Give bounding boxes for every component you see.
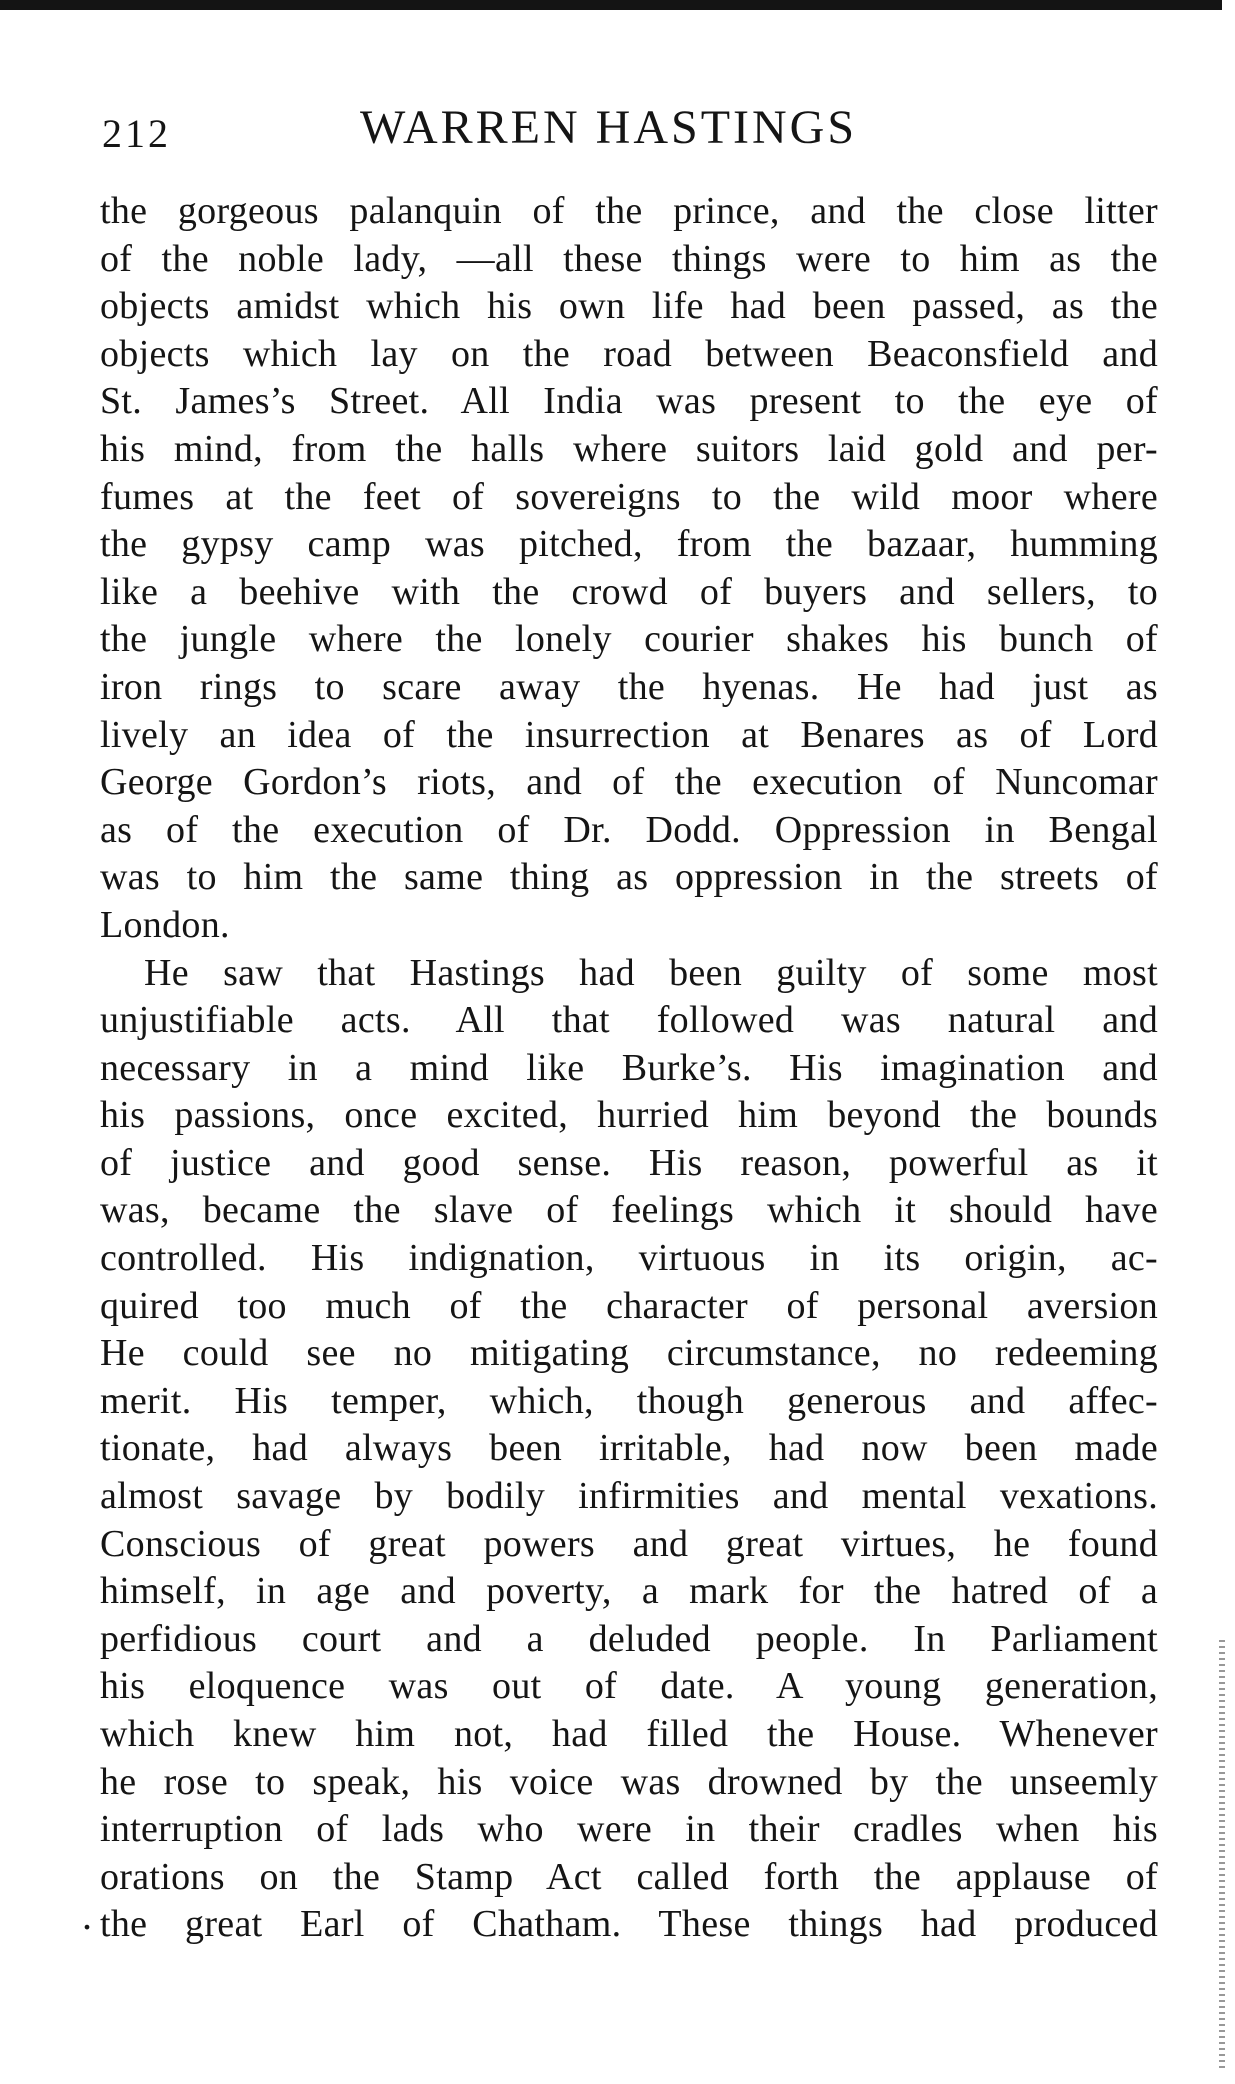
- text-line: his mind, from the halls where suitors laid gold and per-: [100, 427, 1158, 470]
- text-line: Conscious of great powers and great virtues, he found: [100, 1522, 1158, 1565]
- text-line: the great Earl of Chatham. These things had produced: [100, 1903, 1158, 1946]
- text-line: controlled. His indignation, virtuous in its origin, ac-: [100, 1237, 1158, 1280]
- text-line: his eloquence was out of date. A young generation,: [100, 1665, 1158, 1708]
- text-line: London.: [100, 903, 230, 946]
- body-text: [100, 188, 1158, 1949]
- text-line: iron rings to scare away the hyenas. He had just as: [100, 665, 1158, 708]
- text-line: objects amidst which his own life had been passed, as the: [100, 285, 1158, 328]
- text-line: of the noble lady, —all these things were to him as the: [100, 237, 1158, 280]
- text-line: necessary in a mind like Burke’s. His imagination and: [100, 1046, 1158, 1089]
- text-line: of justice and good sense. His reason, powerful as it: [100, 1141, 1158, 1184]
- text-line: which knew him not, had filled the House. Whenever: [100, 1713, 1158, 1755]
- running-title: WARREN HASTINGS: [360, 101, 858, 154]
- paragraph-1: [100, 188, 1158, 950]
- text-line: orations on the Stamp Act called forth the applause of: [100, 1855, 1158, 1898]
- text-line: fumes at the feet of sovereigns to the wild moor where: [100, 475, 1158, 518]
- text-line: his passions, once excited, hurried him beyond the bounds: [100, 1094, 1158, 1137]
- text-line: the gorgeous palanquin of the prince, and the close litter: [100, 190, 1158, 232]
- text-line: the jungle where the lonely courier shakes his bunch of: [100, 618, 1158, 661]
- text-line: the gypsy camp was pitched, from the bazaar, humming: [100, 523, 1158, 566]
- text-line: was, became the slave of feelings which it should have: [100, 1189, 1158, 1232]
- text-line: quired too much of the character of personal aversion: [100, 1284, 1158, 1327]
- text-line: lively an idea of the insurrection at Benares as of Lord: [100, 713, 1158, 756]
- text-line: almost savage by bodily infirmities and mental vexations.: [100, 1475, 1158, 1518]
- text-line: tionate, had always been irritable, had now been made: [100, 1427, 1158, 1470]
- paragraph-2: [100, 950, 1158, 1949]
- text-line: himself, in age and poverty, a mark for the hatred of a: [100, 1570, 1158, 1613]
- stray-mark: .: [82, 1893, 92, 1938]
- page-number: 212: [102, 111, 171, 156]
- text-line: St. James’s Street. All India was present to the eye of: [100, 380, 1158, 423]
- text-line: merit. His temper, which, though generous and affec-: [100, 1379, 1158, 1422]
- text-line: was to him the same thing as oppression in the streets of: [100, 856, 1158, 899]
- text-line: George Gordon’s riots, and of the execution of Nuncomar: [100, 761, 1158, 804]
- text-line: interruption of lads who were in their cradles when his: [100, 1808, 1158, 1851]
- page-header: [0, 100, 1235, 160]
- text-line: He could see no mitigating circumstance, no redeeming: [100, 1332, 1158, 1375]
- text-line: perfidious court and a deluded people. In Parliament: [100, 1617, 1158, 1660]
- text-line: He saw that Hastings had been guilty of some most: [144, 951, 1158, 994]
- text-line: objects which lay on the road between Beaconsfield and: [100, 332, 1158, 375]
- text-line: as of the execution of Dr. Dodd. Oppression in Bengal: [100, 808, 1158, 851]
- text-line: unjustifiable acts. All that followed was natural and: [100, 999, 1158, 1042]
- text-line: like a beehive with the crowd of buyers and sellers, to: [100, 570, 1158, 613]
- top-rule: [0, 0, 1222, 10]
- binding-edge: [1219, 1640, 1225, 2070]
- text-line: he rose to speak, his voice was drowned by the unseemly: [100, 1760, 1158, 1803]
